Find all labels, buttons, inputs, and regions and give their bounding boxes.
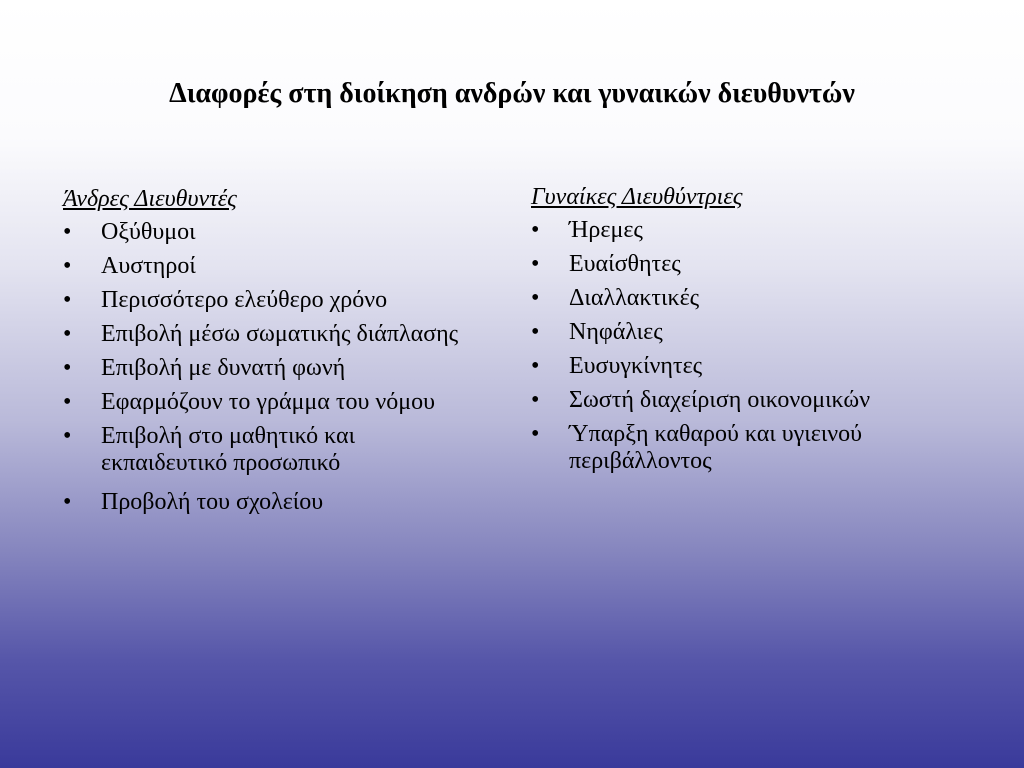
bullet-icon: • bbox=[531, 421, 540, 447]
list-item-text: Επιβολή μέσω σωματικής διάπλασης bbox=[101, 321, 459, 347]
list-item-text: Εφαρμόζουν το γράμμα του νόμου bbox=[101, 389, 435, 415]
list-item-text: Επιβολή με δυνατή φωνή bbox=[101, 355, 346, 381]
list-item-text: Ύπαρξη καθαρού και υγιεινού περιβάλλοντος bbox=[569, 421, 863, 474]
list-item-text: Ήρεμες bbox=[569, 217, 643, 243]
bullet-icon: • bbox=[63, 389, 72, 415]
list-item-text: Ευαίσθητες bbox=[569, 251, 681, 277]
bullet-icon: • bbox=[531, 319, 540, 345]
list-item bbox=[531, 353, 951, 380]
list-item-text: Αυστηροί bbox=[101, 253, 196, 279]
male-directors-list bbox=[63, 219, 463, 516]
list-item bbox=[531, 285, 951, 312]
male-directors-heading: Άνδρες Διευθυντές bbox=[63, 186, 237, 212]
bullet-icon: • bbox=[63, 489, 72, 515]
list-item bbox=[63, 287, 463, 314]
bullet-icon: • bbox=[531, 285, 540, 311]
bullet-icon: • bbox=[63, 253, 72, 279]
list-item bbox=[63, 489, 463, 516]
bullet-icon: • bbox=[63, 423, 72, 449]
list-item-text: Διαλλακτικές bbox=[569, 285, 700, 311]
list-item-text: Νηφάλιες bbox=[569, 319, 663, 345]
list-item bbox=[531, 319, 951, 346]
list-item bbox=[63, 389, 463, 416]
list-item bbox=[63, 321, 463, 348]
bullet-icon: • bbox=[531, 387, 540, 413]
list-item-text: Επιβολή στο μαθητικό και εκπαιδευτικό προσωπικό bbox=[101, 423, 356, 476]
list-item bbox=[531, 217, 951, 244]
bullet-icon: • bbox=[531, 217, 540, 243]
bullet-icon: • bbox=[63, 287, 72, 313]
slide-title: Διαφορές στη διοίκηση ανδρών και γυναικών διευθυντών bbox=[169, 78, 855, 109]
list-item bbox=[63, 423, 463, 477]
female-directors-heading: Γυναίκες Διευθύντριες bbox=[531, 184, 743, 210]
bullet-icon: • bbox=[531, 353, 540, 379]
bullet-icon: • bbox=[531, 251, 540, 277]
bullet-icon: • bbox=[63, 355, 72, 381]
list-item bbox=[63, 355, 463, 382]
bullet-icon: • bbox=[63, 321, 72, 347]
list-item bbox=[531, 251, 951, 278]
list-item-text: Ευσυγκίνητες bbox=[569, 353, 703, 379]
bullet-icon: • bbox=[63, 219, 72, 245]
list-item bbox=[531, 421, 951, 475]
female-directors-column bbox=[531, 184, 951, 482]
list-item-text: Προβολή του σχολείου bbox=[101, 489, 324, 515]
female-directors-list bbox=[531, 217, 951, 475]
list-item-text: Οξύθυμοι bbox=[101, 219, 196, 245]
list-item-text: Περισσότερο ελεύθερο χρόνο bbox=[101, 287, 388, 313]
male-directors-column bbox=[63, 186, 463, 523]
list-item-text: Σωστή διαχείριση οικονομικών bbox=[569, 387, 871, 413]
list-item bbox=[531, 387, 951, 414]
list-item bbox=[63, 253, 463, 280]
list-item bbox=[63, 219, 463, 246]
